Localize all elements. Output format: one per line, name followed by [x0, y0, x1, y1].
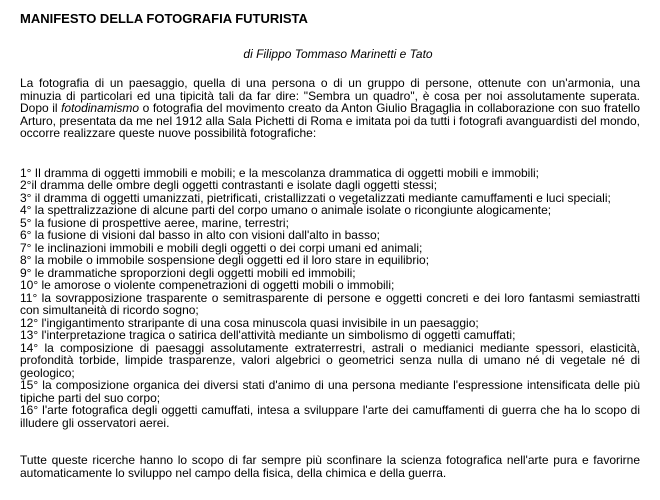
- list-item: 3° il dramma di oggetti umanizzati, pietrificati, cristallizzati o vegetalizzati mediante camuffamenti e luci speciali;: [20, 190, 611, 205]
- list-item: 16° l'arte fotografica degli oggetti camuffati, intesa a sviluppare l'arte dei camuffamenti di guerra che ha lo scopo di illudere gli osservatori aerei.: [20, 403, 640, 430]
- list-item: 2°il dramma delle ombre degli oggetti contrastanti e isolate dagli oggetti stessi;: [20, 178, 438, 192]
- list-item: 15° la composizione organica dei diversi stati d'animo di una persona mediante l'espressione intensificata delle più tipiche parti del suo corpo;: [20, 378, 640, 405]
- intro-text-part2: o fotografia del movimento creato da Anton Giulio Bragaglia in collaborazione con suo fratello Arturo, presentata da me nel 1912 alla Sala Pichetti di Roma e imitata poi da tutti i fotografi avanguardisti del mondo, occorre realizzare queste nuove possibilità fotografiche:: [20, 101, 640, 140]
- list-item: 14° la composizione di paesaggi assolutamente extraterrestri, astrali o medianici mediante spessori, elasticità, profondità torbide, limpide trasparenze, valori algebrici o geometrici senza nulla di umano né di vegetale né di geologico;: [20, 340, 640, 380]
- intro-text-part1: La fotografia di un paesaggio, quella di una persona o di un gruppo di persone, ottenute con un'armonia, una minuzia di particolari ed una tipicità tali da far dire: "Sembra un quadro", è cosa per noi assolutamente superata. Dopo il: [20, 76, 640, 115]
- list-item: 8° la mobile o immobile sospensione degli oggetti ed il loro stare in equilibrio;: [20, 253, 430, 267]
- list-item: 11° la sovrapposizione trasparente o semitrasparente di persone e oggetti concreti e dei loro fantasmi semiastratti con simultaneità di ricordo sogno;: [20, 290, 640, 317]
- list-item: 12° l'ingigantimento straripante di una cosa minuscola quasi invisibile in un paesaggio;: [20, 315, 479, 330]
- list-item: 5° la fusione di prospettive aeree, marine, terrestri;: [20, 215, 289, 230]
- document-author: di Filippo Tommaso Marinetti e Tato: [243, 47, 433, 61]
- conclusion-paragraph: Tutte queste ricerche hanno lo scopo di far sempre più sconfinare la scienza fotografica nell'arte pura e favorirne automaticamente lo sviluppo nel campo della fisica, della chimica e della guerra.: [20, 453, 640, 480]
- intro-paragraph: [20, 77, 640, 140]
- list-item: 10° le amorose o violente compenetrazioni di oggetti mobili o immobili;: [20, 278, 395, 292]
- intro-emphasis: fotodinamismo: [61, 101, 140, 115]
- list-item: 13° l'interpretazione tragica o satirica dell'attività mediante un simbolismo di oggetti camuffati;: [20, 328, 516, 342]
- list-item: 7° le inclinazioni immobili e mobili degli oggetti o dei corpi umani ed animali;: [20, 240, 423, 255]
- possibilities-list: [20, 167, 640, 430]
- list-item: 6° la fusione di visioni dal basso in alto con visioni dall'alto in basso;: [20, 228, 380, 242]
- list-item: 1° Il dramma di oggetti immobili e mobili; e la mescolanza drammatica di oggetti mobili e immobili;: [20, 165, 539, 180]
- document-title: MANIFESTO DELLA FOTOGRAFIA FUTURISTA: [20, 11, 308, 26]
- list-item: 9° le drammatiche sproporzioni degli oggetti mobili ed immobili;: [20, 265, 356, 280]
- list-item: 4° la spettralizzazione di alcune parti del corpo umano o animale isolate o ricongiunte alogicamente;: [20, 203, 552, 217]
